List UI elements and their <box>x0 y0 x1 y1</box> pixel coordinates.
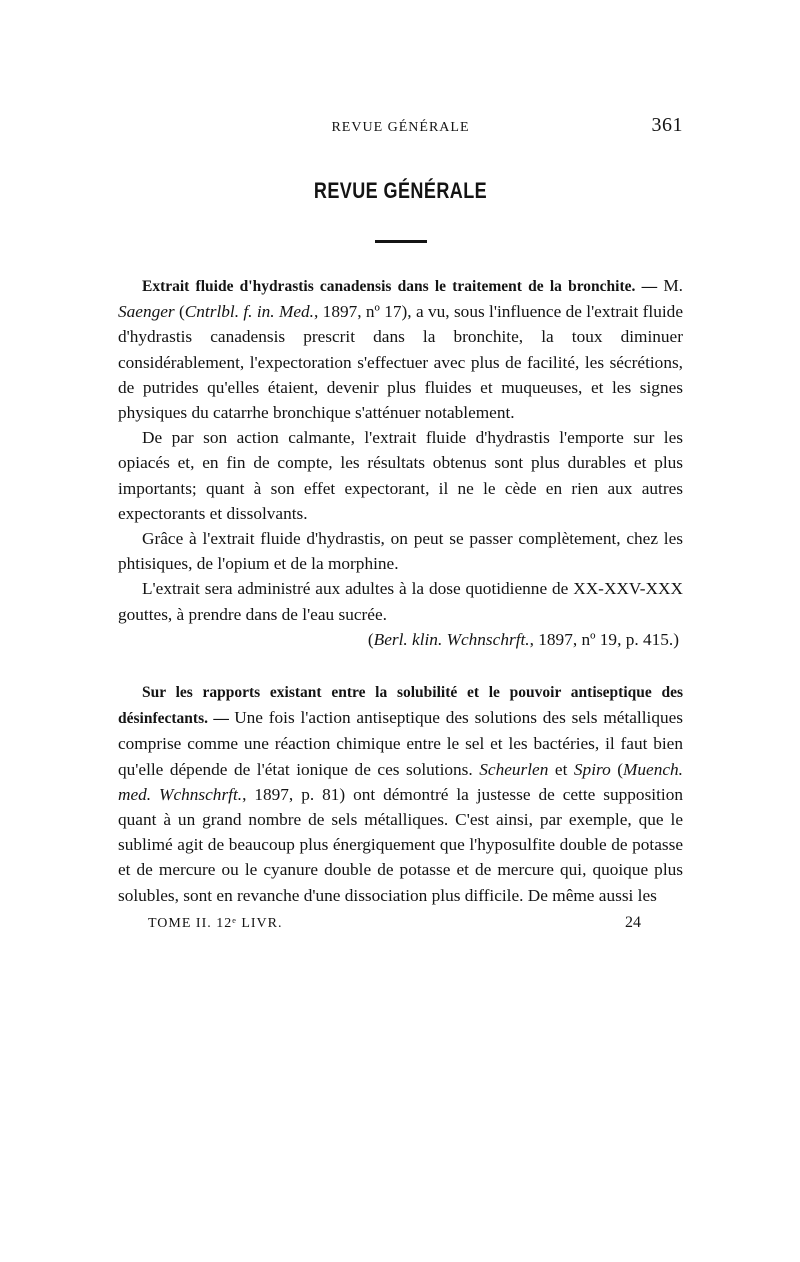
body-text: ( <box>367 629 374 649</box>
body-text: L'extrait sera administré aux adultes à la dose quotidienne de XX-XXV-XXX gouttes, à prendre dans de l'eau sucrée. <box>118 579 683 624</box>
body-text: et <box>548 759 574 779</box>
page-number: 361 <box>651 114 683 136</box>
article-heading: Extrait fluide d'hydrastis canadensis dans le traitement de la bronchite. — <box>142 278 664 295</box>
paragraph <box>118 273 683 425</box>
body-text: , 1897, p. 81) ont démontré la justesse de cette supposition quant à un grand nombre de sels métalliques. C'est ainsi, par exemple, que le sublimé agit de beaucoup plus énergiquement que l'hyposulfite double de potasse et de mercure ou le cyanure double de potasse et de mercure qui, quoique plus solubles, sont en revanche d'une dissociation plus difficile. De même aussi les <box>118 784 683 905</box>
running-head <box>118 110 683 142</box>
body-text: De par son action calmante, l'extrait fluide d'hydrastis l'emporte sur les opiacés et, en fin de compte, les résultats obtenus sont plus durables et plus importants; quant à son effet expectorant, il ne le cède en rien aux autres expectorants et dissolvants. <box>118 428 683 523</box>
body-text: , 1897, nº 17), a vu, sous l'influence de l'extrait fluide d'hydrastis canadensis prescrit dans la bronchite, la toux diminuer considérablement, l'expectoration s'effectuer avec plus de facilité, les sécrétions, de putrides qu'elles étaient, devenir plus fluides et muqueuses, et les signes physiques du catarrhe bronchique s'atténuer notablement. <box>118 302 683 423</box>
italic-text: Saenger <box>118 302 175 322</box>
title-rule <box>375 240 427 243</box>
running-head-title: REVUE GÉNÉRALE <box>331 120 470 135</box>
sheet-number: 24 <box>625 913 641 931</box>
body-text: Une fois l'action antiseptique des solutions des sels métalliques comprise comme une réaction chimique entre le sel et les bactéries, il faut bien qu'elle dépende de l'état ionique de ces solutions. <box>118 708 683 779</box>
page-footer <box>118 912 683 938</box>
page <box>118 110 683 938</box>
article-heading: Sur les rapports existant entre la solubilité et le pouvoir antiseptique des désinfectants. — <box>118 684 683 728</box>
body-text: Grâce à l'extrait fluide d'hydrastis, on peut se passer complètement, chez les phtisiques, de l'opium et de la morphine. <box>118 529 683 574</box>
italic-text: Muench. med. Wchnschrft. <box>118 759 683 804</box>
articles <box>118 273 683 908</box>
paragraph <box>118 679 683 908</box>
paragraph <box>118 526 683 576</box>
reference-line <box>118 627 683 652</box>
article <box>118 273 683 652</box>
body-text: , 1897, nº 19, p. 415.) <box>529 629 679 649</box>
italic-text: Berl. klin. Wchnschrft. <box>373 629 530 649</box>
section-title: REVUE GÉNÉRALE <box>313 178 488 203</box>
paragraph <box>118 576 683 626</box>
signature-mark: TOME II. 12ᵉ LIVR. <box>148 915 283 931</box>
body-text: M. <box>663 276 683 295</box>
paragraph <box>118 425 683 526</box>
body-text: ( <box>174 302 185 322</box>
body-text: ( <box>610 759 624 779</box>
italic-text: Spiro <box>573 759 611 779</box>
italic-text: Scheurlen <box>479 759 549 779</box>
italic-text: Cntrlbl. f. in. Med. <box>184 302 314 322</box>
article <box>118 679 683 908</box>
